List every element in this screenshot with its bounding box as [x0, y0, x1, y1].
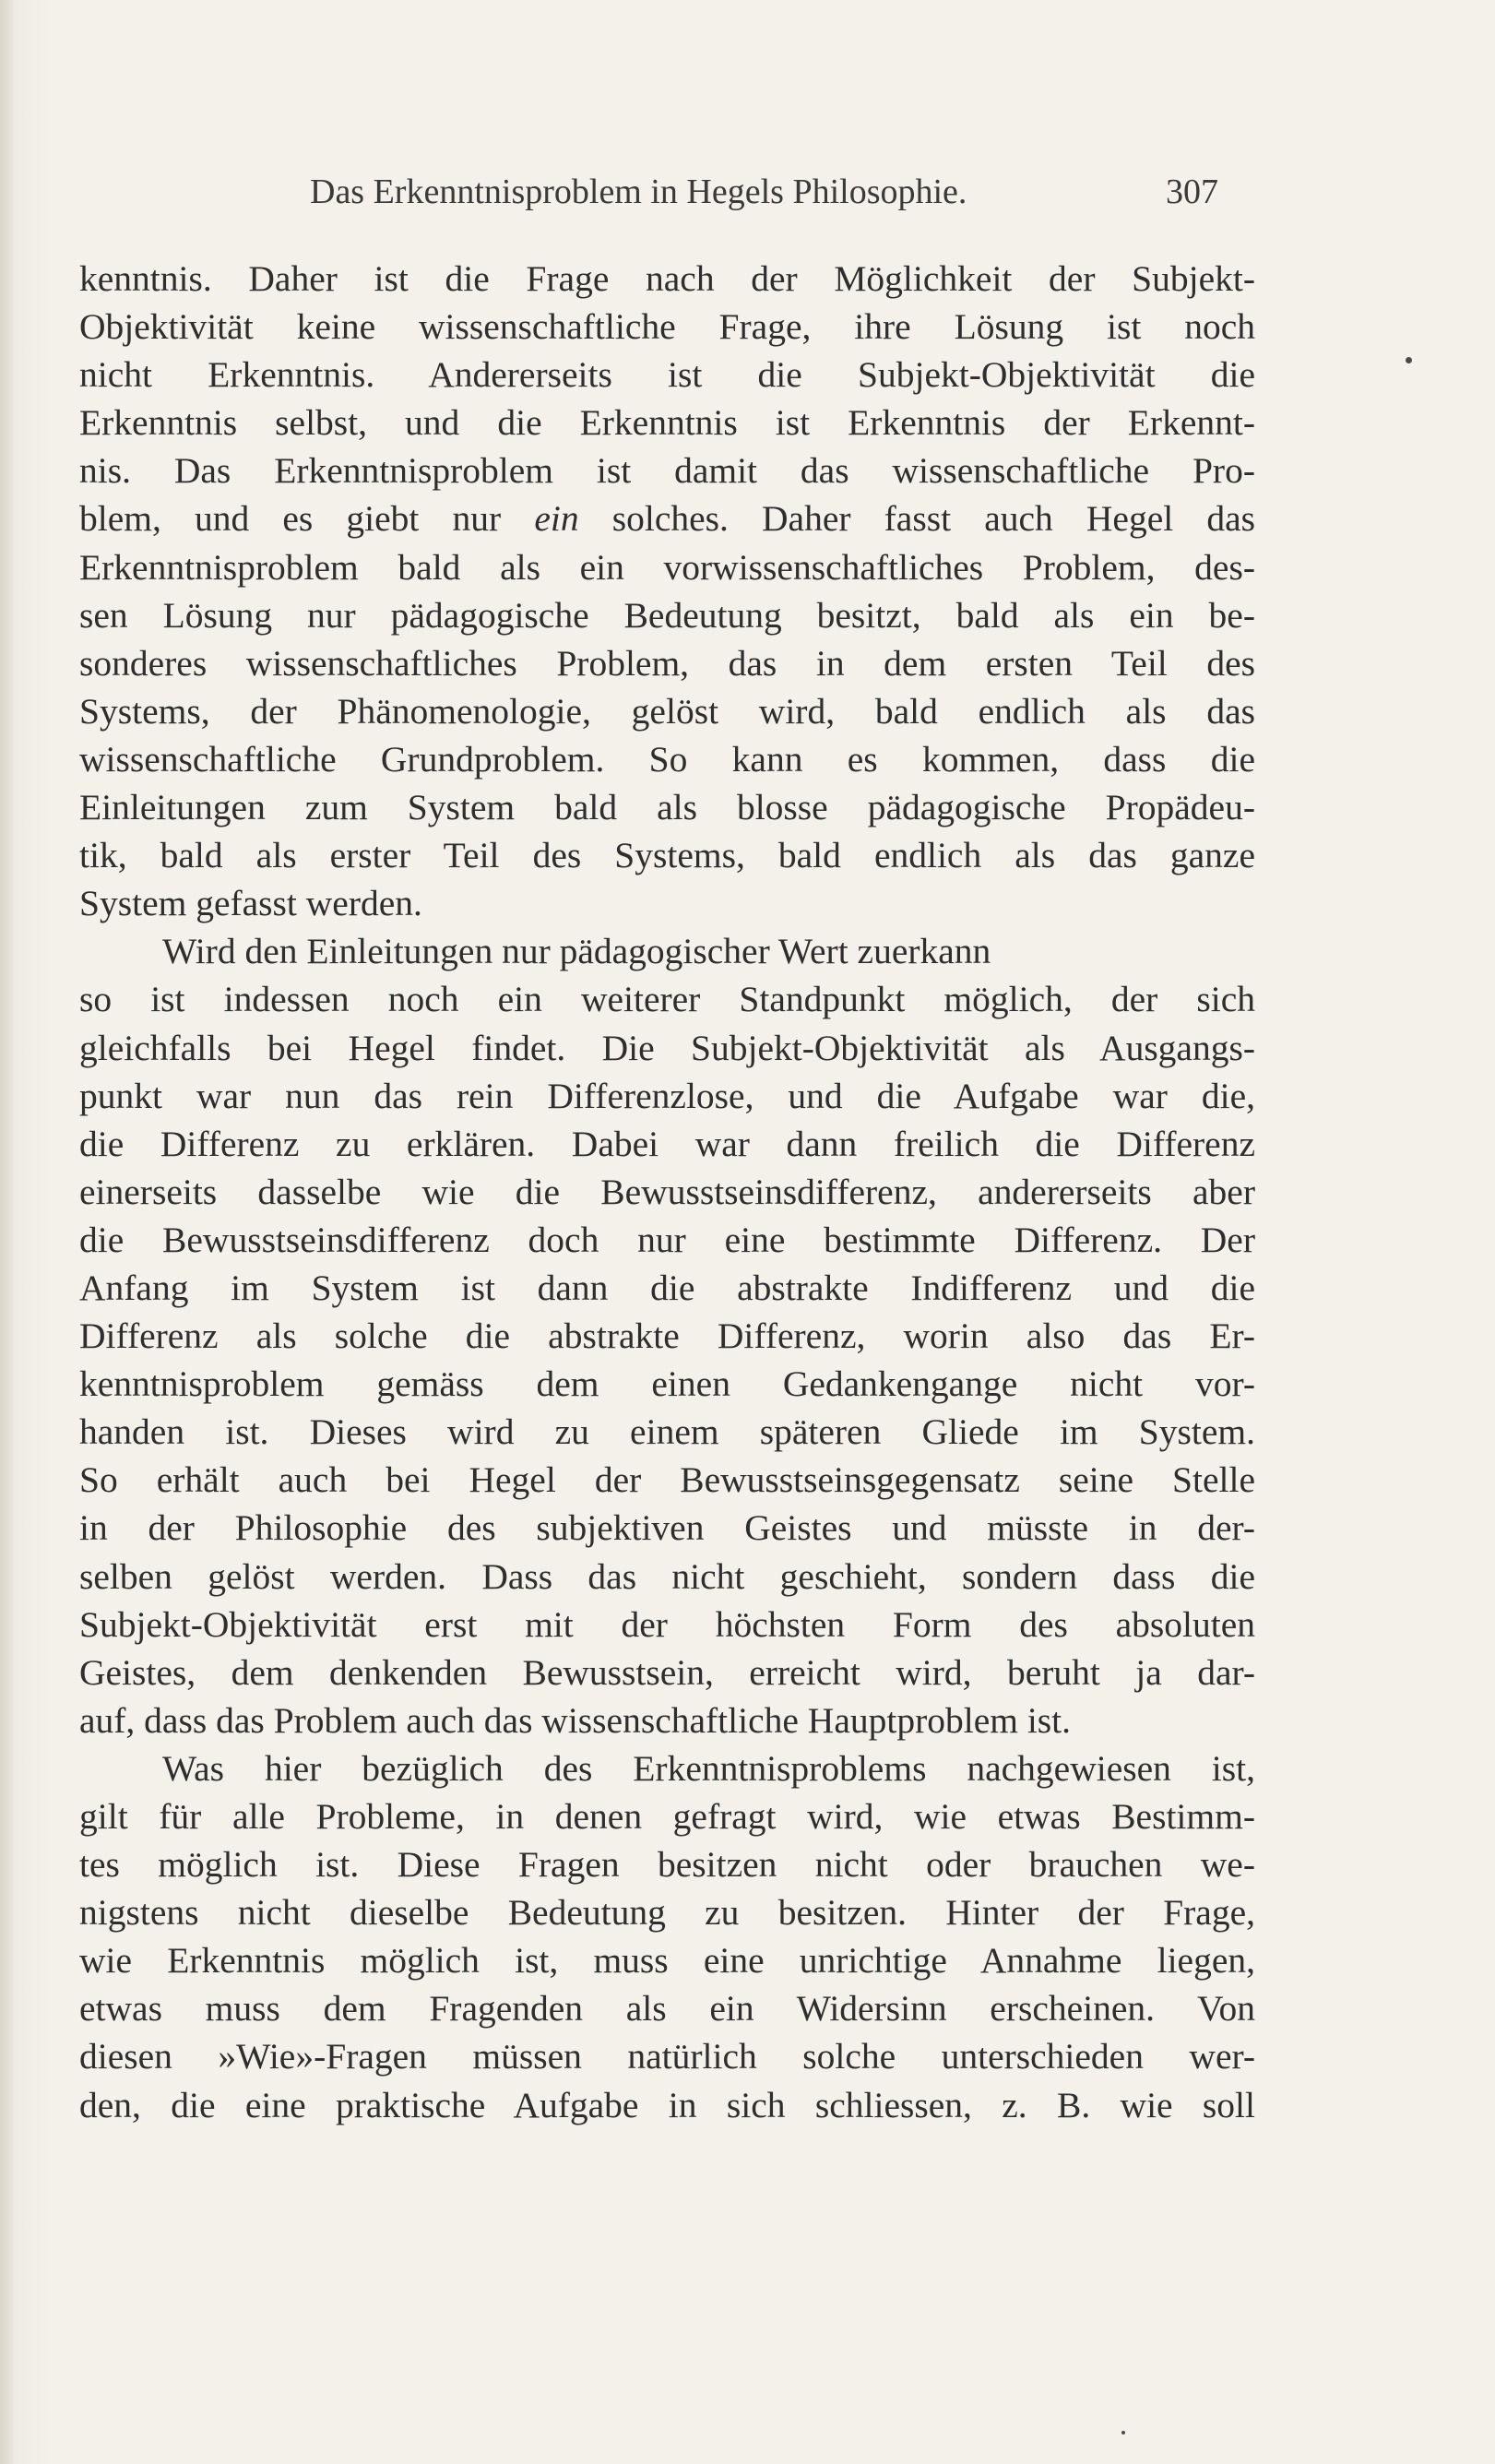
text-line: einerseits dasselbe wie die Bewusstseinsdifferenz, andererseits aber	[79, 1171, 1255, 1212]
text-line: Geistes, dem denkenden Bewusstsein, erreicht wird, beruht ja dar-	[79, 1651, 1255, 1693]
text-line: Subjekt-Objektivität erst mit der höchsten Form des absoluten	[79, 1603, 1255, 1645]
text-line: Einleitungen zum System bald als blosse pädagogische Propädeu-	[79, 787, 1255, 828]
text-line: in der Philosophie des subjektiven Geistes und müsste in der-	[79, 1507, 1255, 1549]
text-line: sen Lösung nur pädagogische Bedeutung besitzt, bald als ein be-	[79, 594, 1255, 636]
binding-shadow	[0, 0, 15, 2464]
text-line: gilt für alle Probleme, in denen gefragt wird, wie etwas Bestimm-	[79, 1796, 1255, 1837]
text-line: tik, bald als erster Teil des Systems, bald endlich als das ganze	[79, 835, 1255, 876]
page-number: 307	[1166, 173, 1218, 211]
text-line: auf, dass das Problem auch das wissenschaftliche Hauptproblem ist.	[79, 1699, 1072, 1741]
text-line: gleichfalls bei Hegel findet. Die Subjekt-Objektivität als Ausgangs-	[79, 1027, 1255, 1068]
text-segment: solches. Daher fasst auch Hegel das	[578, 498, 1255, 540]
text-line: Erkenntnis selbst, und die Erkenntnis ist Erkenntnis der Erkennt-	[79, 402, 1255, 444]
text-line: die Differenz zu erklären. Dabei war dann freilich die Differenz	[79, 1123, 1255, 1164]
text-line: kenntnis. Daher ist die Frage nach der Möglichkeit der Subjekt-	[79, 258, 1255, 299]
text-line: handen ist. Dieses wird zu einem späteren Gliede im System.	[79, 1411, 1255, 1453]
text-line: selben gelöst werden. Dass das nicht geschieht, sondern dass die	[79, 1555, 1255, 1597]
text-line: System gefasst werden.	[79, 883, 422, 924]
text-line: Objektivität keine wissenschaftliche Frage, ihre Lösung ist noch	[79, 306, 1255, 348]
text-line: wissenschaftliche Grundproblem. So kann es kommen, dass die	[79, 738, 1255, 780]
ink-speck	[1406, 357, 1412, 363]
emphasized-word: ein	[534, 498, 579, 540]
text-line: Anfang im System ist dann die abstrakte Indifferenz und die	[79, 1267, 1255, 1308]
text-line: wie Erkenntnis möglich ist, muss eine unrichtige Annahme liegen,	[79, 1940, 1255, 1982]
running-title: Das Erkenntnisproblem in Hegels Philosophie.	[310, 173, 967, 211]
text-line: nigstens nicht dieselbe Bedeutung zu besitzen. Hinter der Frage,	[79, 1892, 1255, 1934]
text-line: etwas muss dem Fragenden als ein Widersinn erscheinen. Von	[79, 1988, 1255, 2030]
text-line: So erhält auch bei Hegel der Bewusstseinsgegensatz seine Stelle	[79, 1459, 1255, 1501]
text-line: Systems, der Phänomenologie, gelöst wird, bald endlich als das	[79, 690, 1255, 732]
text-line: Erkenntnisproblem bald als ein vorwissenschaftliches Problem, des-	[79, 546, 1255, 588]
text-line: nis. Das Erkenntnisproblem ist damit das wissenschaftliche Pro-	[79, 450, 1255, 492]
running-header	[310, 172, 1218, 227]
text-line: diesen »Wie»-Fragen müssen natürlich solche unterschieden wer-	[79, 2036, 1255, 2077]
text-line: nicht Erkenntnis. Andererseits ist die Subjekt-Objektivität die	[79, 354, 1255, 396]
text-line: die Bewusstseinsdifferenz doch nur eine bestimmte Differenz. Der	[79, 1219, 1255, 1260]
text-line: Differenz als solche die abstrakte Differenz, worin also das Er-	[79, 1315, 1255, 1357]
text-line: Was hier bezüglich des Erkenntnisproblems nachgewiesen ist,	[162, 1747, 1255, 1789]
text-line: tes möglich ist. Diese Fragen besitzen nicht oder brauchen we-	[79, 1844, 1255, 1886]
text-line: sonderes wissenschaftliches Problem, das in dem ersten Teil des	[79, 642, 1255, 684]
text-segment: blem, und es giebt nur	[79, 498, 535, 540]
text-line	[79, 494, 1255, 542]
ink-speck	[1121, 2431, 1125, 2434]
text-line: kenntnisproblem gemäss dem einen Gedankengange nicht vor-	[79, 1363, 1255, 1405]
body-text	[79, 255, 1255, 2129]
text-line: so ist indessen noch ein weiterer Standpunkt möglich, der sich	[79, 979, 1255, 1020]
text-line: den, die eine praktische Aufgabe in sich schliessen, z. B. wie soll	[79, 2084, 1255, 2125]
text-line: punkt war nun das rein Differenzlose, und die Aufgabe war die,	[79, 1075, 1255, 1116]
text-line: Wird den Einleitungen nur pädagogischer Wert zuerkann	[162, 931, 991, 972]
